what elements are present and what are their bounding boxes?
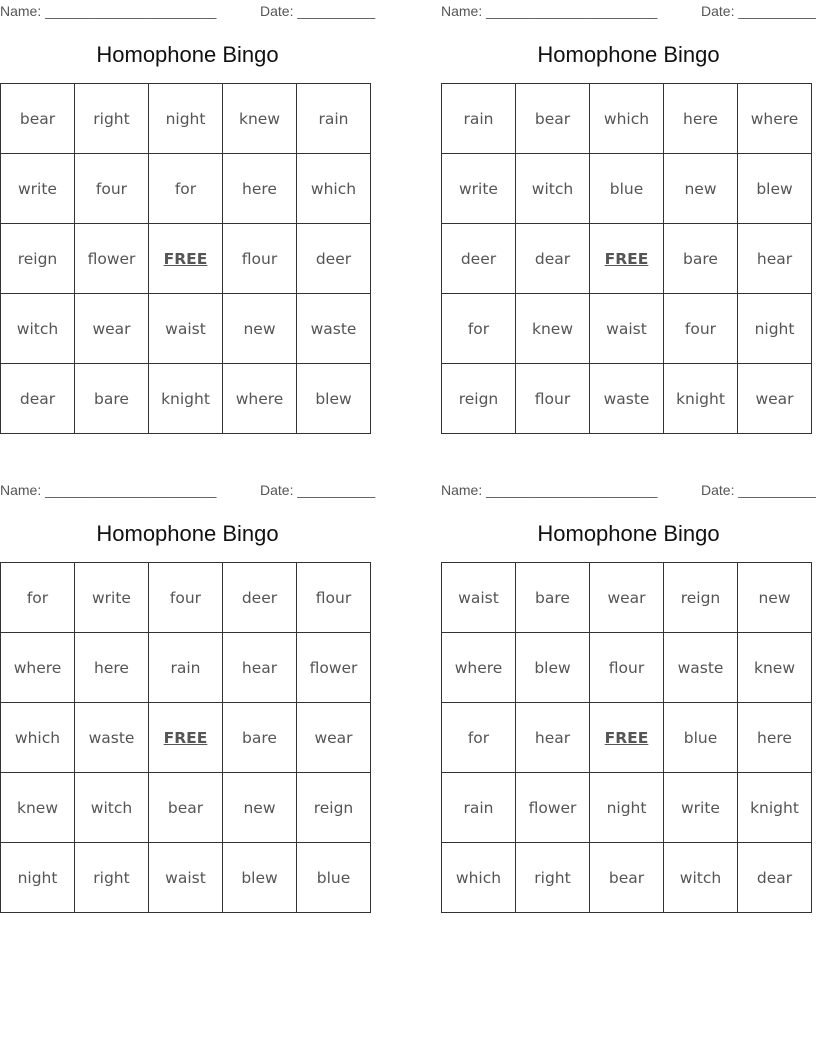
bingo-cell: where [738,84,812,154]
bingo-cell: witch [664,843,738,913]
name-field: Name: ______________________ [441,482,658,498]
bingo-cell: blew [738,154,812,224]
name-field: Name: ______________________ [0,482,217,498]
bingo-cell: hear [223,633,297,703]
card-title: Homophone Bingo [96,42,279,67]
bingo-cell: write [442,154,516,224]
bingo-cell: knew [223,84,297,154]
bingo-cell: waste [664,633,738,703]
grid-row [1,154,371,224]
bingo-cell: blew [297,364,371,434]
bingo-cell: blue [590,154,664,224]
bingo-cell: write [1,154,75,224]
bingo-cell: bare [223,703,297,773]
grid-row [1,703,371,773]
bingo-cell: here [664,84,738,154]
bingo-cell: deer [442,224,516,294]
bingo-cell: deer [223,563,297,633]
bingo-cell: rain [442,773,516,843]
bingo-cell: rain [442,84,516,154]
bingo-cell: reign [1,224,75,294]
grid-row [442,154,812,224]
bingo-cell: which [1,703,75,773]
grid-row [1,364,371,434]
name-field: Name: ______________________ [0,3,217,19]
free-space: FREE [149,703,223,773]
bingo-cell: bare [664,224,738,294]
grid-row [442,364,812,434]
bingo-grid [0,562,371,913]
card-header [441,0,816,20]
bingo-cell: wear [297,703,371,773]
grid-row [442,294,812,364]
date-field: Date: __________ [701,3,816,19]
bingo-cell: rain [149,633,223,703]
bingo-cell: new [223,294,297,364]
grid-row [1,84,371,154]
bingo-cell: which [442,843,516,913]
grid-row [1,773,371,843]
bingo-cell: flour [297,563,371,633]
bingo-cell: waist [590,294,664,364]
bingo-cell: night [1,843,75,913]
bingo-cell: wear [738,364,812,434]
bingo-cell: reign [442,364,516,434]
grid-row [1,633,371,703]
bingo-cell: waist [149,843,223,913]
card-header [441,479,816,499]
bingo-cell: reign [297,773,371,843]
bingo-cell: flour [516,364,590,434]
bingo-cell: bear [1,84,75,154]
grid-row [442,773,812,843]
bingo-cell: night [738,294,812,364]
grid-row [1,843,371,913]
bingo-cell: knight [149,364,223,434]
bingo-cell: hear [516,703,590,773]
name-field: Name: ______________________ [441,3,658,19]
bingo-cell: knew [1,773,75,843]
free-space: FREE [149,224,223,294]
grid-row [1,224,371,294]
grid-row [442,563,812,633]
bingo-cell: for [149,154,223,224]
bingo-cell: new [664,154,738,224]
bingo-cell: four [149,563,223,633]
free-space: FREE [590,224,664,294]
bingo-cell: which [590,84,664,154]
bingo-cell: waist [442,563,516,633]
bingo-cell: write [664,773,738,843]
bingo-cell: knew [516,294,590,364]
bingo-cell: four [75,154,149,224]
bingo-cell: knight [664,364,738,434]
grid-row [442,633,812,703]
date-field: Date: __________ [260,482,376,498]
bingo-cell: waist [149,294,223,364]
bingo-cell: right [75,843,149,913]
bingo-cell: new [738,563,812,633]
bingo-cell: flour [590,633,664,703]
bingo-cell: blue [297,843,371,913]
bingo-grid [0,83,371,434]
bingo-cell: bare [75,364,149,434]
bingo-card [441,0,816,430]
bingo-cell: waste [590,364,664,434]
bingo-cell: right [516,843,590,913]
bingo-cell: write [75,563,149,633]
bingo-cell: dear [1,364,75,434]
bingo-cell: here [223,154,297,224]
bingo-cell: new [223,773,297,843]
free-space: FREE [590,703,664,773]
bingo-cell: where [442,633,516,703]
bingo-grid [441,562,812,913]
bingo-cell: here [738,703,812,773]
bingo-cell: deer [297,224,371,294]
bingo-card [0,0,375,430]
bingo-cell: right [75,84,149,154]
bingo-cell: night [590,773,664,843]
bingo-cell: wear [590,563,664,633]
bingo-card [441,479,816,909]
bingo-cell: witch [516,154,590,224]
card-title: Homophone Bingo [96,521,279,546]
bingo-grid [441,83,812,434]
bingo-cell: for [442,294,516,364]
bingo-cell: night [149,84,223,154]
bingo-cell: knew [738,633,812,703]
bingo-cell: blue [664,703,738,773]
bingo-cell: flower [75,224,149,294]
date-field: Date: __________ [260,3,376,19]
bingo-cell: bare [516,563,590,633]
grid-row [1,563,371,633]
bingo-card [0,479,375,909]
bingo-cell: waste [297,294,371,364]
bingo-cell: flower [297,633,371,703]
card-title: Homophone Bingo [537,521,720,546]
bingo-cell: which [297,154,371,224]
bingo-cell: reign [664,563,738,633]
card-header [0,479,375,499]
bingo-cell: for [1,563,75,633]
bingo-cell: here [75,633,149,703]
bingo-cell: bear [149,773,223,843]
date-field: Date: __________ [701,482,816,498]
bingo-cell: flour [223,224,297,294]
bingo-cell: knight [738,773,812,843]
bingo-cell: waste [75,703,149,773]
grid-row [442,224,812,294]
bingo-cell: rain [297,84,371,154]
bingo-cell: flower [516,773,590,843]
bingo-cell: for [442,703,516,773]
bingo-cell: witch [1,294,75,364]
bingo-cell: dear [516,224,590,294]
bingo-cell: bear [516,84,590,154]
bingo-cell: bear [590,843,664,913]
bingo-cell: where [223,364,297,434]
bingo-cell: hear [738,224,812,294]
grid-row [442,843,812,913]
bingo-cell: witch [75,773,149,843]
bingo-cell: four [664,294,738,364]
grid-row [442,84,812,154]
bingo-cell: blew [223,843,297,913]
card-title: Homophone Bingo [537,42,720,67]
bingo-cell: wear [75,294,149,364]
grid-row [1,294,371,364]
bingo-cell: dear [738,843,812,913]
card-header [0,0,375,20]
bingo-cell: blew [516,633,590,703]
grid-row [442,703,812,773]
bingo-cell: where [1,633,75,703]
